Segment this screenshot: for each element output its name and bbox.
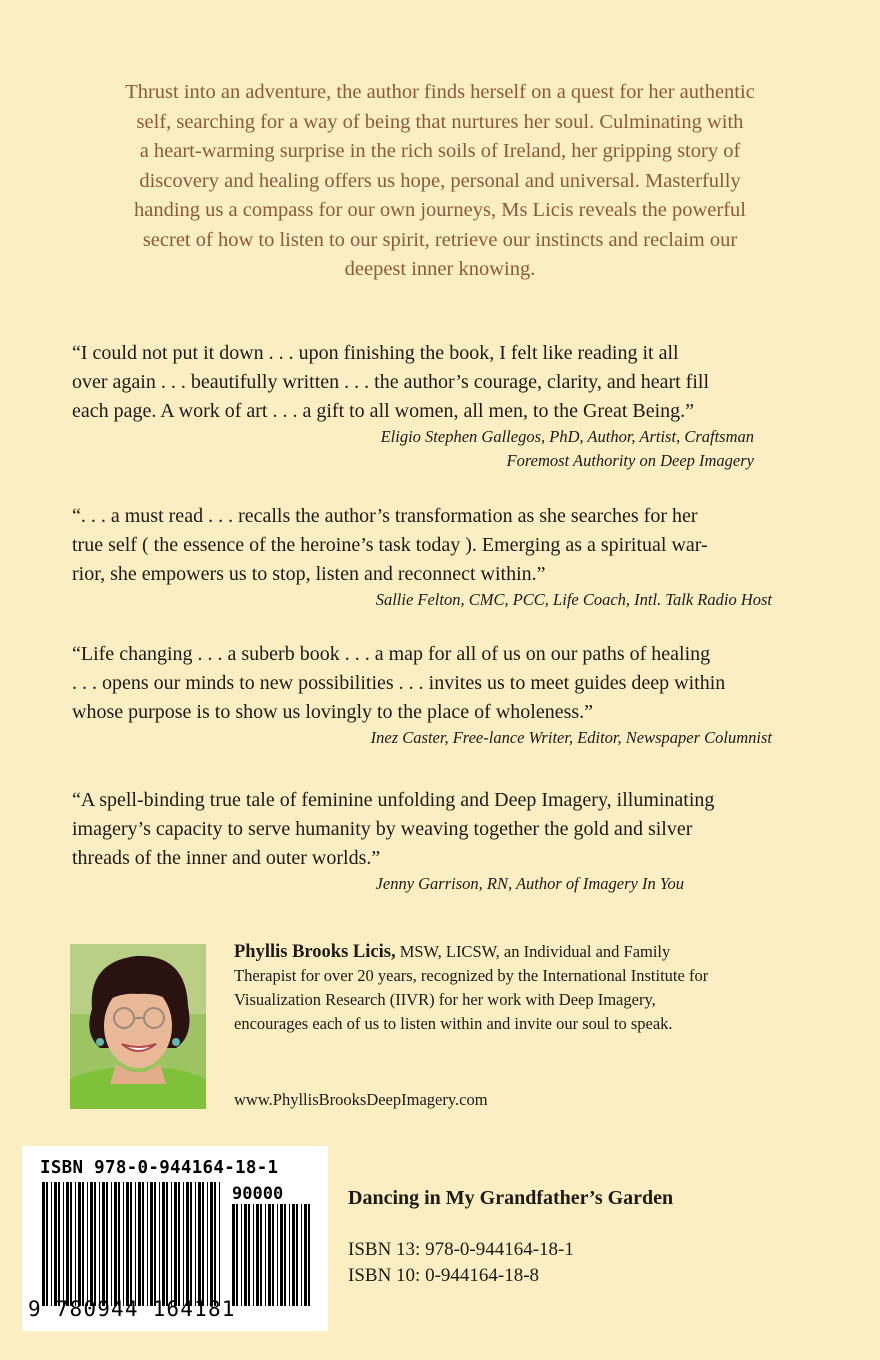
testimonial-garrison	[72, 786, 812, 896]
barcode-bar	[248, 1204, 250, 1306]
barcode-bar	[296, 1204, 298, 1306]
description-line: secret of how to listen to our spirit, retrieve our instincts and reclaim our	[142, 228, 738, 251]
barcode-bar	[280, 1204, 283, 1306]
barcode-bar	[75, 1182, 76, 1306]
barcode-bar	[202, 1182, 204, 1306]
testimonial-attribution	[72, 872, 812, 896]
barcode-bar	[118, 1182, 120, 1306]
barcode-bar	[82, 1182, 84, 1306]
barcode-bar	[46, 1182, 48, 1306]
testimonial-felton	[72, 502, 812, 612]
isbn-13: ISBN 13: 978-0-944164-18-1	[348, 1239, 574, 1260]
barcode-bar	[106, 1182, 108, 1306]
barcode-bar	[130, 1182, 132, 1306]
barcode-bar	[268, 1204, 271, 1306]
barcode-bar	[162, 1182, 165, 1306]
barcode-bar	[166, 1182, 168, 1306]
bio-line: Visualization Research (IIVR) for her work with Deep Imagery,	[234, 990, 656, 1009]
barcode-bar	[63, 1182, 64, 1306]
testimonial-caster	[72, 640, 812, 750]
isbn-10: ISBN 10: 0-944164-18-8	[348, 1265, 540, 1286]
barcode-bar	[190, 1182, 192, 1306]
author-portrait-image	[70, 944, 206, 1109]
barcode-bar	[90, 1182, 93, 1306]
testimonial-line: true self ( the essence of the heroine’s task today ). Emerging as a spiritual war-	[72, 533, 708, 556]
testimonial-line: each page. A work of art . . . a gift to all women, all men, to the Great Being.”	[72, 399, 695, 422]
attribution-line: Foremost Authority on Deep Imagery	[506, 451, 754, 471]
description-line: handing us a compass for our own journeys, Ms Licis reveals the powerful	[133, 199, 747, 221]
barcode-price-code: 90000	[232, 1184, 284, 1204]
barcode-bar	[147, 1182, 148, 1306]
barcode-bar	[256, 1204, 259, 1306]
testimonial-line: rior, she empowers us to stop, listen and reconnect within.”	[72, 562, 546, 585]
book-title: Dancing in My Grandfather’s Garden	[348, 1187, 674, 1209]
barcode-bar	[236, 1204, 238, 1306]
testimonial-line: . . . opens our minds to new possibilities . . . invites us to meet guides deep within	[72, 671, 726, 694]
barcode-bar	[244, 1204, 247, 1306]
testimonial-line: whose purpose is to show us lovingly to the place of wholeness.”	[72, 700, 594, 723]
description-line: Thrust into an adventure, the author finds herself on a quest for her authentic	[125, 81, 755, 103]
bio-line: encourages each of us to listen within and invite our soul to speak.	[234, 1014, 673, 1033]
author-name: Phyllis Brooks Licis,	[234, 942, 396, 962]
book-description	[62, 78, 818, 285]
testimonial-gallegos	[72, 339, 812, 473]
barcode-bar	[304, 1204, 307, 1306]
barcode-bar	[171, 1182, 172, 1306]
barcode-bar	[114, 1182, 117, 1306]
testimonial-attribution	[72, 726, 812, 750]
description-line: discovery and healing offers us hope, personal and universal. Masterfully	[139, 169, 741, 192]
barcode-bar	[138, 1182, 141, 1306]
barcode-bar	[308, 1204, 310, 1306]
barcode-bar	[253, 1204, 254, 1306]
testimonial-line: “A spell-binding true tale of feminine unfolding and Deep Imagery, illuminating	[72, 789, 715, 811]
barcode-bar	[277, 1204, 278, 1306]
barcode-bar	[284, 1204, 286, 1306]
testimonial-line: “I could not put it down . . . upon finishing the book, I felt like reading it all	[72, 342, 679, 364]
description-line: a heart-warming surprise in the rich soils of Ireland, her gripping story of	[139, 140, 741, 162]
testimonial-line: “Life changing . . . a suberb book . . . a map for all of us on our paths of healing	[72, 643, 711, 665]
barcode-bar	[87, 1182, 88, 1306]
barcode-bar	[260, 1204, 262, 1306]
barcode-bar	[265, 1204, 266, 1306]
author-website: www.PhyllisBrooksDeepImagery.com	[234, 1090, 488, 1109]
testimonial-line: “. . . a must read . . . recalls the author’s transformation as she searches for her	[72, 505, 698, 527]
barcode-bar	[54, 1182, 57, 1306]
barcode-bar	[186, 1182, 189, 1306]
barcode-bar	[174, 1182, 177, 1306]
barcode-bar	[94, 1182, 96, 1306]
barcode-bar	[207, 1182, 208, 1306]
attribution-line: Eligio Stephen Gallegos, PhD, Author, Artist, Craftsman	[380, 427, 754, 447]
barcode-bar	[135, 1182, 136, 1306]
barcode-bar	[241, 1204, 242, 1306]
barcode-bar	[301, 1204, 302, 1306]
barcode-digits: 9 780944 164181	[28, 1297, 236, 1321]
author-photo	[70, 944, 206, 1109]
barcode-bar	[183, 1182, 184, 1306]
barcode-bar	[210, 1182, 213, 1306]
barcode-bar	[123, 1182, 124, 1306]
barcode-bar	[142, 1182, 144, 1306]
barcode-bar	[232, 1204, 235, 1306]
description-line: deepest inner knowing.	[344, 258, 536, 280]
attribution-line: Jenny Garrison, RN, Author of Imagery In You	[375, 874, 684, 894]
bio-line: Therapist for over 20 years, recognized by the International Institute for	[234, 966, 709, 985]
barcode-bar	[111, 1182, 112, 1306]
barcode-isbn-label: ISBN 978-0-944164-18-1	[40, 1158, 279, 1178]
barcode-bar	[159, 1182, 160, 1306]
barcode-bar	[150, 1182, 153, 1306]
barcode-bar	[66, 1182, 69, 1306]
barcode-bar	[195, 1182, 196, 1306]
barcode-bar	[272, 1204, 274, 1306]
testimonial-attribution	[72, 588, 812, 612]
barcode-bar	[58, 1182, 60, 1306]
barcode-bar	[70, 1182, 72, 1306]
barcode-bar	[178, 1182, 180, 1306]
barcode-bar	[292, 1204, 295, 1306]
testimonial-line: threads of the inner and outer worlds.”	[72, 846, 381, 869]
barcode-bar	[78, 1182, 81, 1306]
author-bio	[234, 940, 824, 1036]
barcode-bar	[99, 1182, 100, 1306]
barcode-bar	[51, 1182, 52, 1306]
testimonial-line: imagery’s capacity to serve humanity by weaving together the gold and silver	[72, 817, 693, 840]
barcode-bar	[214, 1182, 216, 1306]
description-line: self, searching for a way of being that nurtures her soul. Culminating with	[136, 110, 744, 133]
bio-text: MSW, LICSW, an Individual and Family	[395, 942, 671, 961]
attribution-line: Sallie Felton, CMC, PCC, Life Coach, Intl. Talk Radio Host	[375, 590, 772, 610]
attribution-line: Inez Caster, Free-lance Writer, Editor, Newspaper Columnist	[370, 728, 772, 748]
barcode-bar	[42, 1182, 45, 1306]
testimonial-line: over again . . . beautifully written . . . the author’s courage, clarity, and heart fill	[72, 370, 710, 393]
barcode-bar	[289, 1204, 290, 1306]
barcode-bar	[126, 1182, 129, 1306]
barcode-bar	[102, 1182, 105, 1306]
barcode-bar	[198, 1182, 201, 1306]
testimonial-attribution	[72, 425, 812, 473]
barcode-bar	[154, 1182, 156, 1306]
barcode-bar	[219, 1182, 220, 1306]
bio-line	[234, 940, 824, 964]
